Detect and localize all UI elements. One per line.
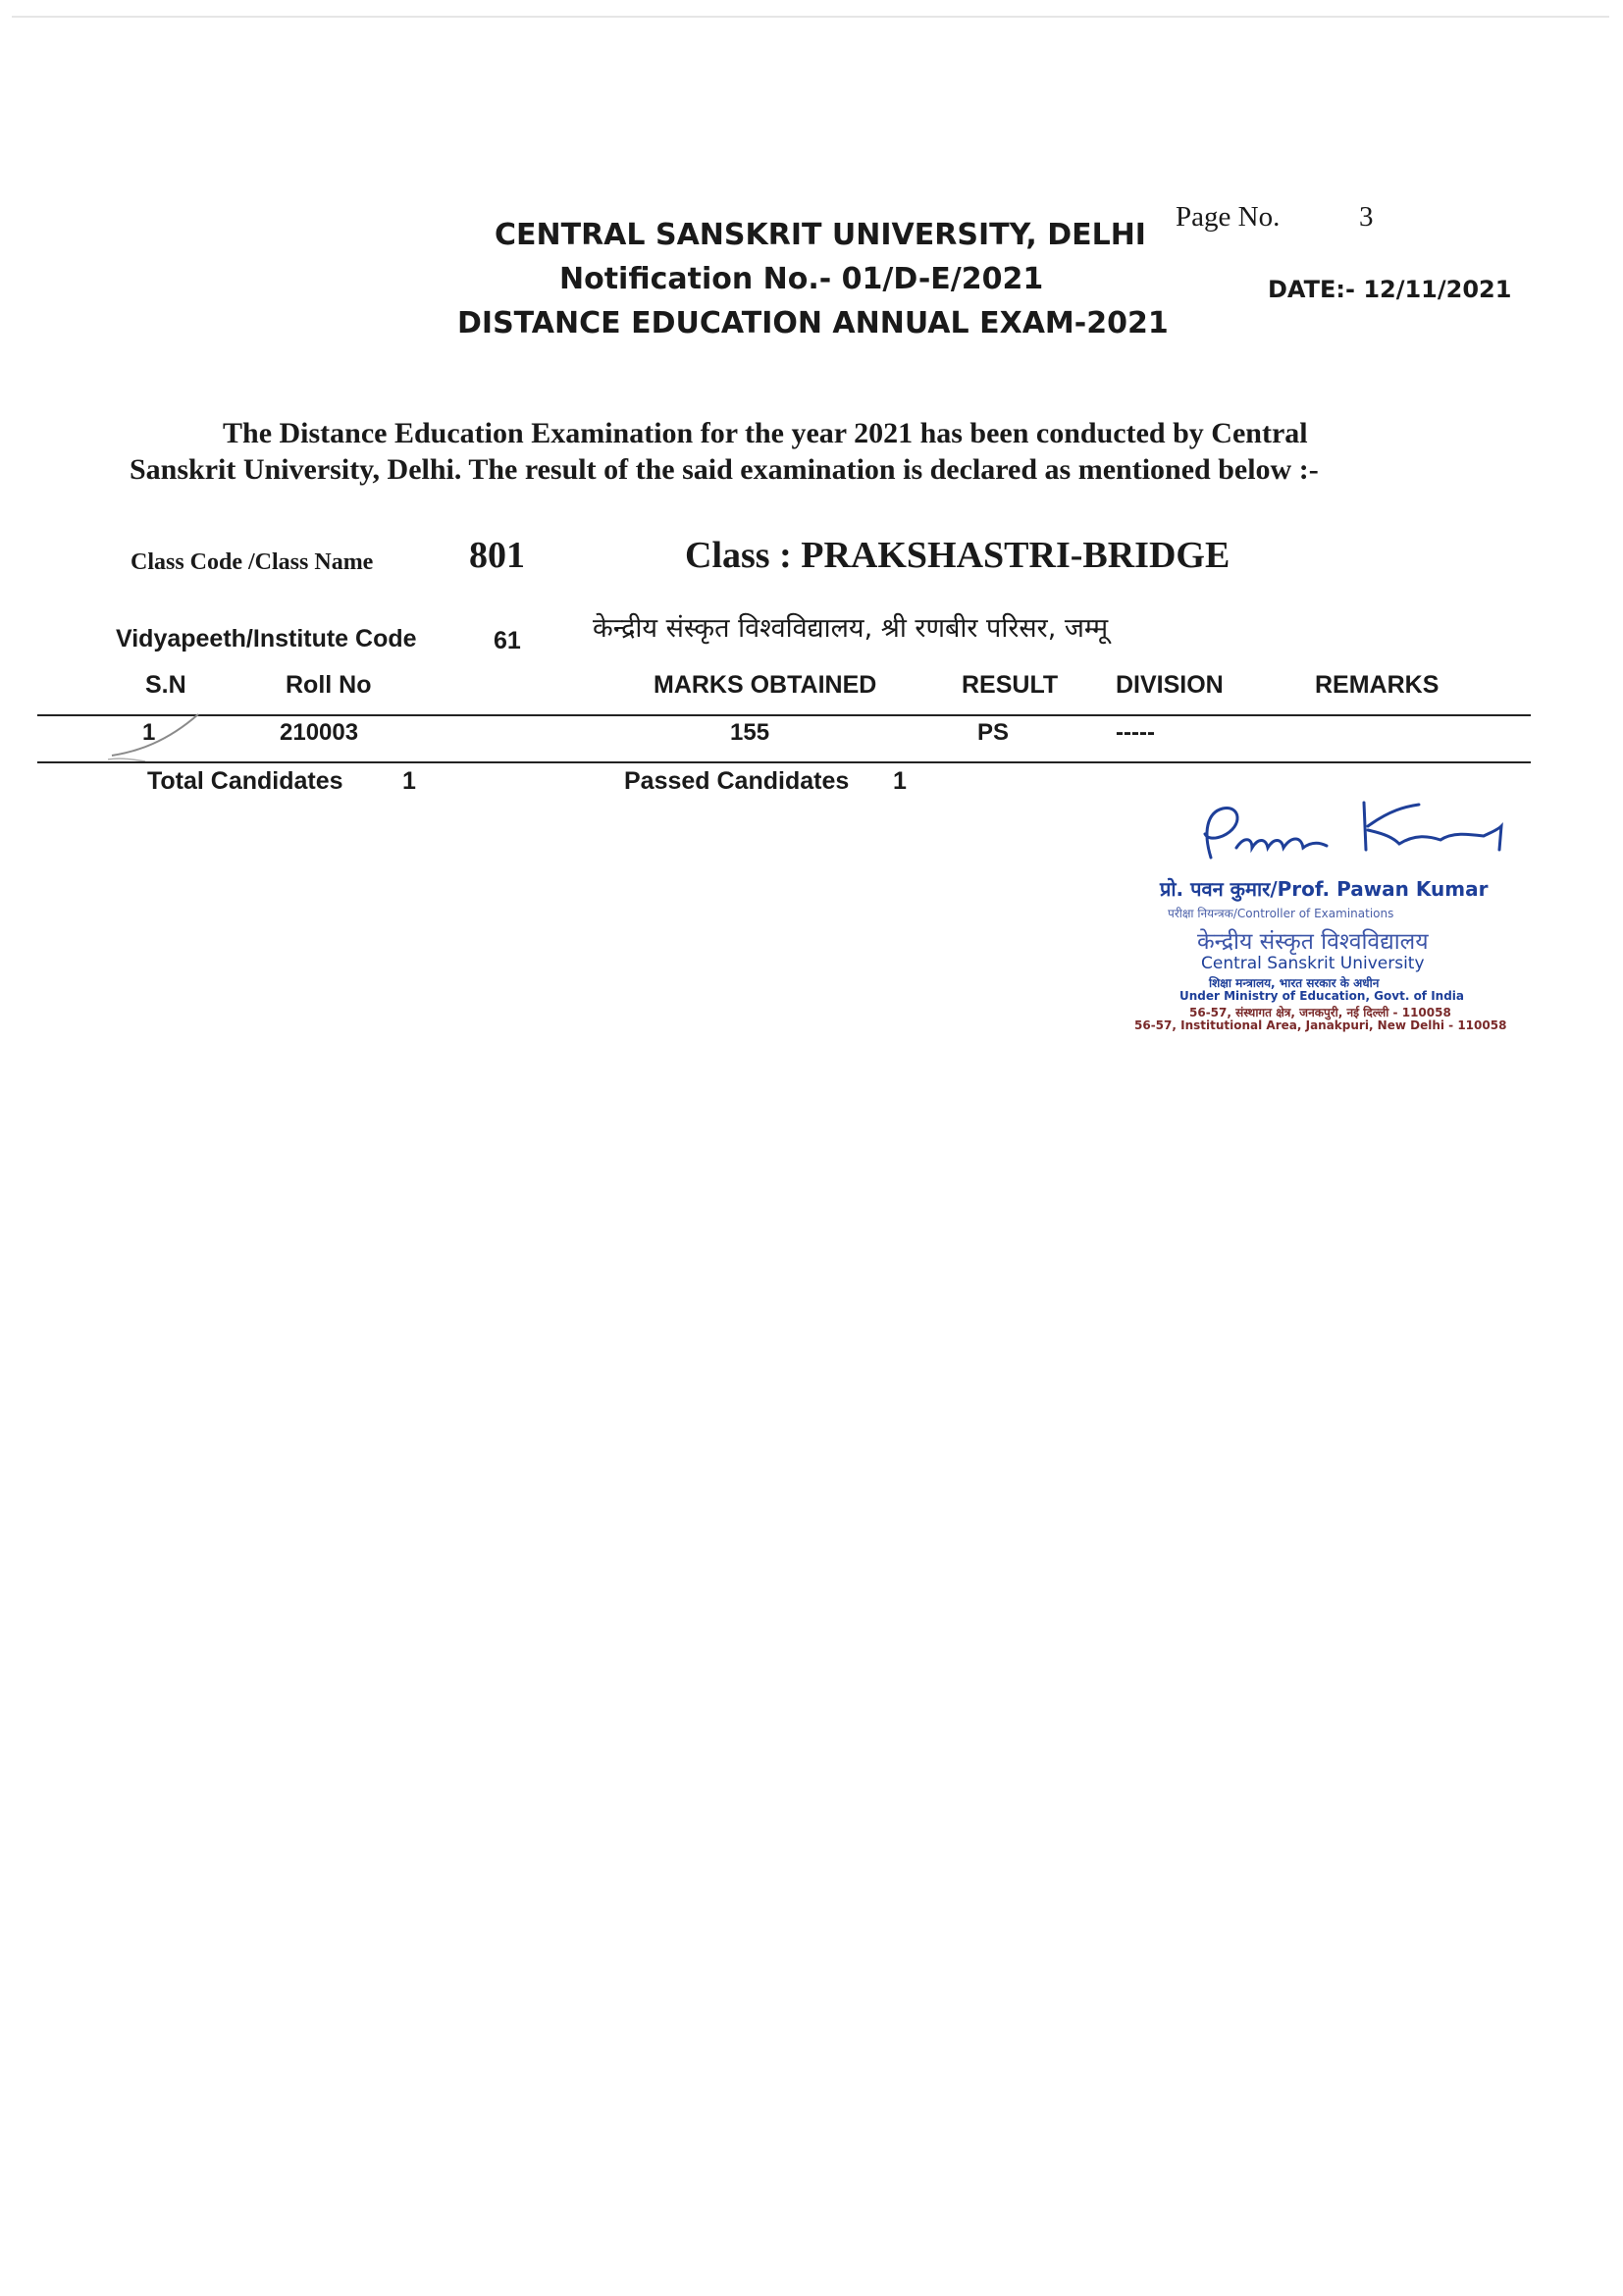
institute-code-value: 61: [494, 627, 521, 654]
page-number-label: Page No.: [1176, 201, 1281, 233]
institute-name: केन्द्रीय संस्कृत विश्वविद्यालय, श्री रणबीर परिसर, जम्मू: [593, 613, 1109, 644]
notification-number: Notification No.- 01/D-E/2021: [559, 262, 1044, 296]
intro-line-1: The Distance Education Examination for the year 2021 has been conducted by Central: [223, 417, 1308, 449]
seal-english-ministry: Under Ministry of Education, Govt. of India: [1179, 989, 1465, 1003]
class-name: Class : PRAKSHASTRI-BRIDGE: [685, 535, 1230, 576]
table-bottom-rule: [37, 761, 1531, 763]
total-candidates-value: 1: [402, 767, 416, 795]
university-title: CENTRAL SANSKRIT UNIVERSITY, DELHI: [495, 218, 1146, 252]
exam-title: DISTANCE EDUCATION ANNUAL EXAM-2021: [457, 306, 1169, 340]
seal-hindi-university: केन्द्रीय संस्कृत विश्वविद्यालय: [1197, 929, 1429, 955]
row-result: PS: [977, 719, 1010, 746]
row-division: -----: [1116, 719, 1155, 746]
seal-hindi-address: 56-57, संस्थागत क्षेत्र, जनकपुरी, नई दिल्ली - 110058: [1189, 1006, 1451, 1019]
row-marks-obtained: 155: [730, 719, 770, 746]
header-roll-number: Roll No: [286, 671, 372, 699]
controller-seal: [1119, 793, 1550, 1048]
row-serial-number: 1: [142, 719, 156, 746]
seal-english-university: Central Sanskrit University: [1201, 954, 1425, 973]
notification-date: DATE:- 12/11/2021: [1268, 276, 1512, 303]
passed-candidates-label: Passed Candidates: [624, 767, 850, 795]
class-code-label: Class Code /Class Name: [131, 549, 374, 575]
passed-candidates-value: 1: [893, 767, 907, 795]
seal-hindi-ministry: शिक्षा मन्त्रालय, भारत सरकार के अधीन: [1209, 976, 1380, 990]
header-division: DIVISION: [1116, 671, 1224, 699]
institute-code-label: Vidyapeeth/Institute Code: [116, 625, 417, 652]
signature: [1183, 793, 1517, 875]
total-candidates-label: Total Candidates: [147, 767, 343, 795]
row-roll-number: 210003: [280, 719, 359, 746]
header-remarks: REMARKS: [1315, 671, 1440, 699]
header-result: RESULT: [962, 671, 1059, 699]
header-serial-number: S.N: [145, 671, 186, 699]
header-marks-obtained: MARKS OBTAINED: [654, 671, 877, 699]
page-top-rule: [12, 16, 1609, 18]
controller-name: प्रो. पवन कुमार/Prof. Pawan Kumar: [1160, 877, 1489, 901]
page-number-value: 3: [1359, 201, 1374, 233]
intro-line-2: Sanskrit University, Delhi. The result of the said examination is declared as mentioned below :-: [130, 453, 1319, 486]
table-top-rule: [37, 714, 1531, 716]
pen-tick-mark: [108, 708, 216, 767]
controller-title: परीक्षा नियन्त्रक/Controller of Examinations: [1168, 907, 1394, 920]
class-code-value: 801: [469, 535, 525, 576]
seal-english-address: 56-57, Institutional Area, Janakpuri, New Delhi - 110058: [1134, 1018, 1507, 1032]
